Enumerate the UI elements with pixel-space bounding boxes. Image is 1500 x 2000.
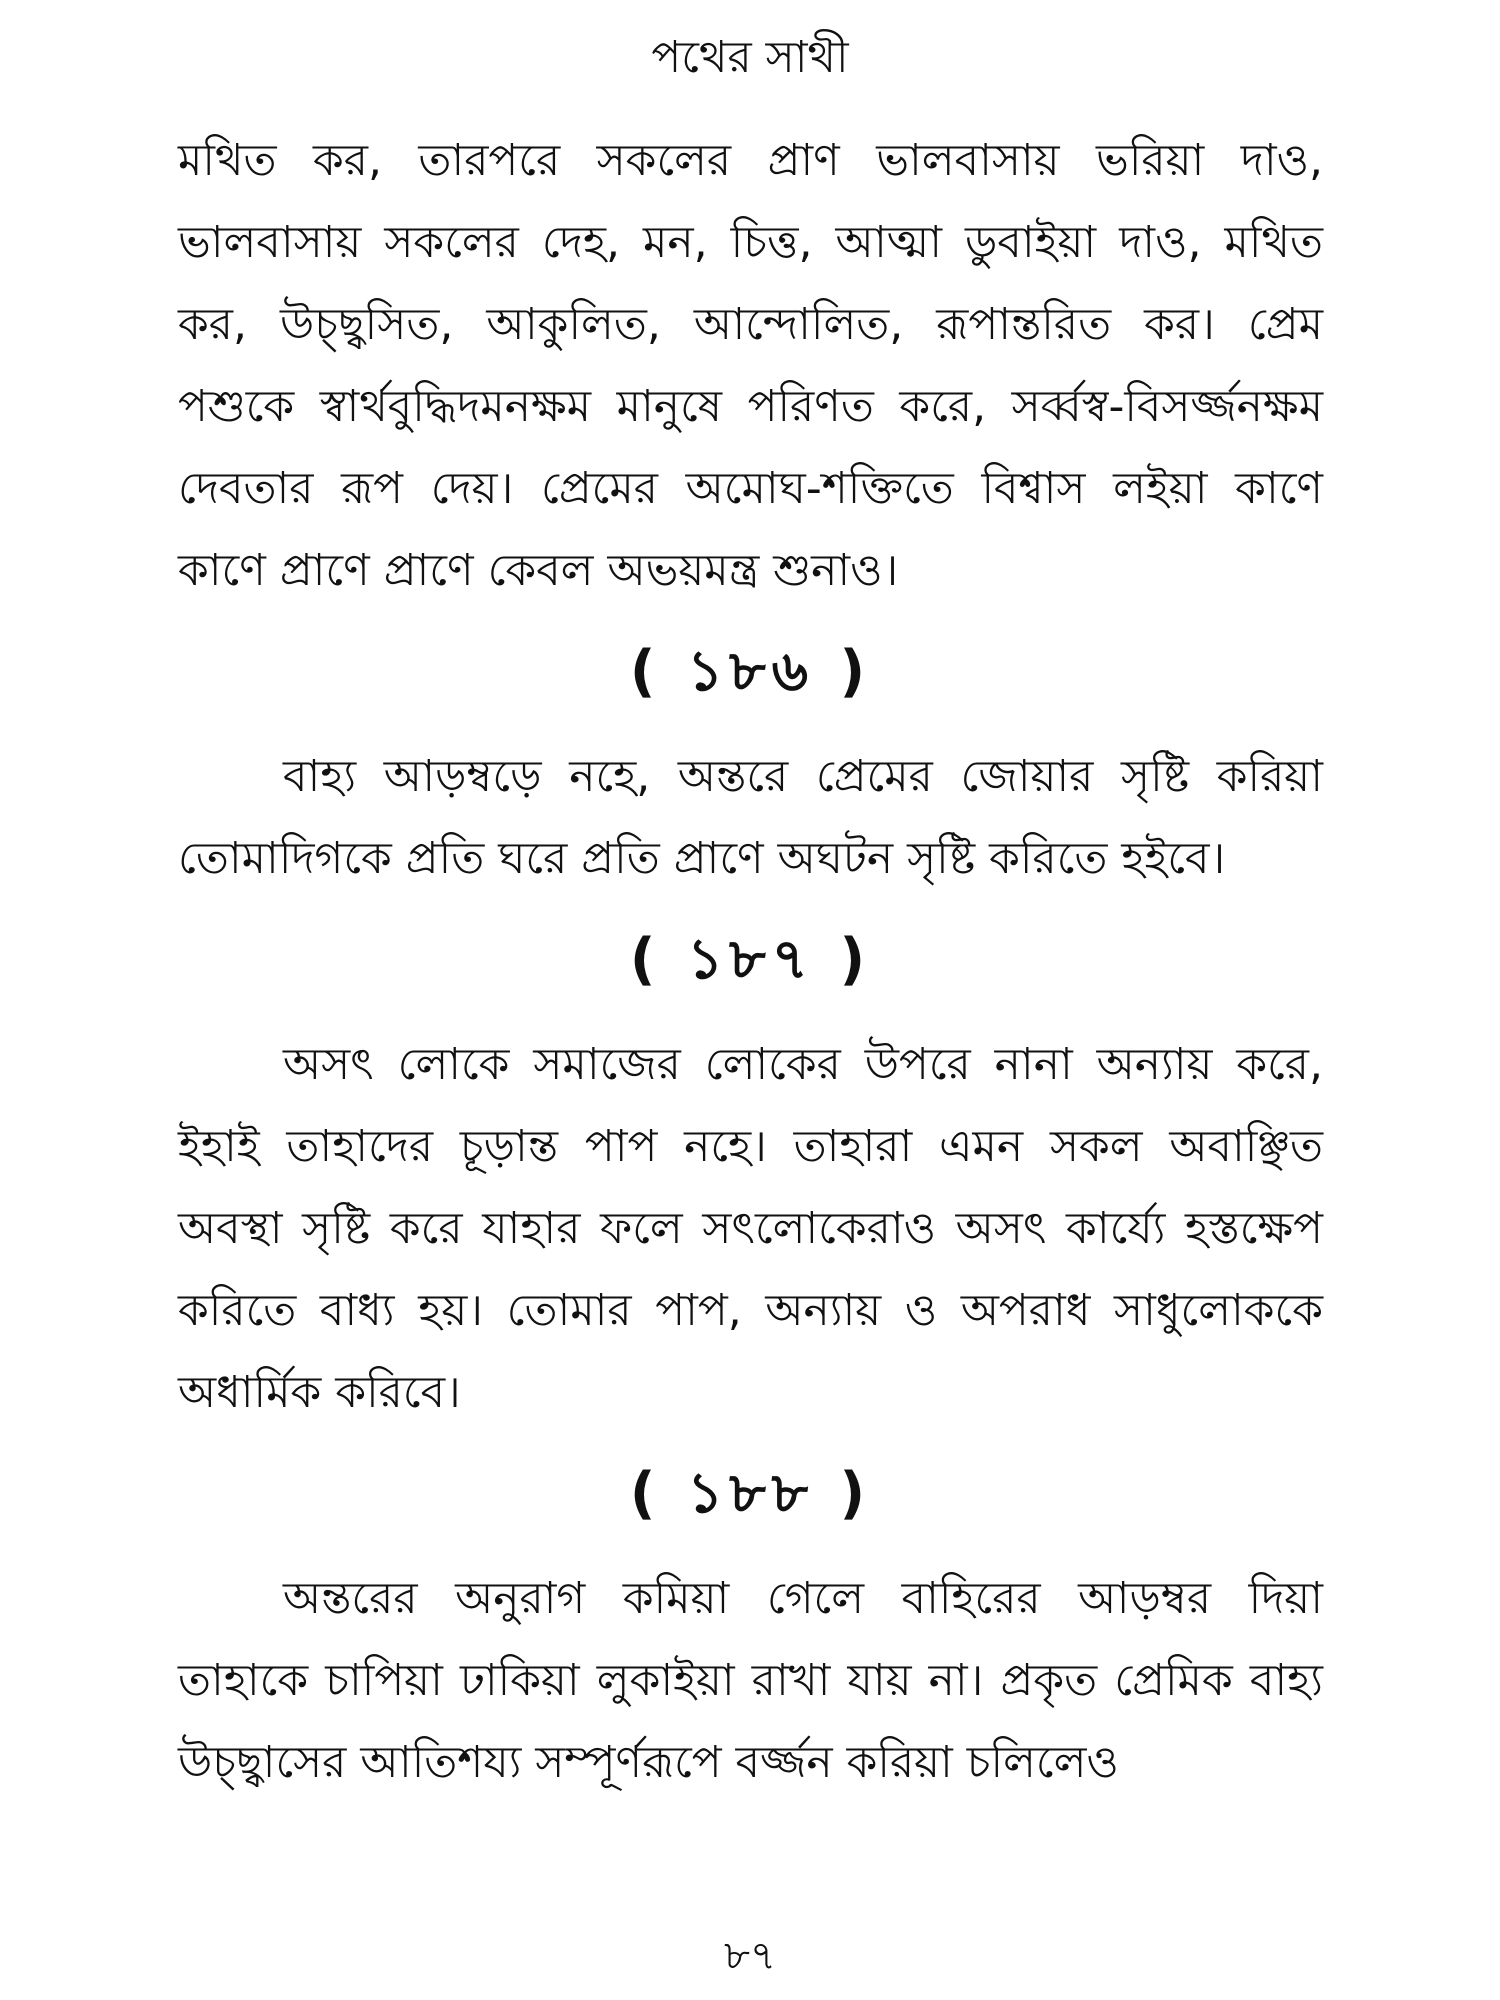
section-number-187: ( ১৮৭ ) <box>629 927 872 992</box>
page-body <box>178 120 1323 1804</box>
section-number-188: ( ১৮৮ ) <box>629 1461 872 1526</box>
paragraph-186: বাহ্য আড়ম্বড়ে নহে, অন্তরে প্রেমের জোয়ার সৃষ্টি করিয়া তোমাদিগকে প্রতি ঘরে প্রতি প্রাণে অঘটন সৃষ্টি করিতে হইবে। <box>178 751 1323 884</box>
running-header: পথের সাথী <box>651 32 849 83</box>
continued-paragraph: মথিত কর, তারপরে সকলের প্রাণ ভালবাসায় ভরিয়া দাও, ভালবাসায় সকলের দেহ, মন, চিত্ত, আত্মা ডুবাইয়া দাও, মথিত কর, উচ্ছ্বসিত, আকুলিত, আন্দোলিত, রূপান্তরিত কর। প্রেম পশুকে স্বার্থবুদ্ধিদমনক্ষম মানুষে পরিণত করে, সর্ব্বস্ব-বিসর্জ্জনক্ষম দেবতার রূপ দেয়। প্রেমের অমোঘ-শক্তিতে বিশ্বাস লইয়া কাণে কাণে প্রাণে প্রাণে কেবল অভয়মন্ত্র শুনাও। <box>178 135 1323 596</box>
paragraph-187: অসৎ লোকে সমাজের লোকের উপরে নানা অন্যায় করে, ইহাই তাহাদের চূড়ান্ত পাপ নহে। তাহারা এমন সকল অবাঞ্ছিত অবস্থা সৃষ্টি করে যাহার ফলে সৎলোকেরাও অসৎ কার্য্যে হস্তক্ষেপ করিতে বাধ্য হয়। তোমার পাপ, অন্যায় ও অপরাধ সাধুলোককে অধার্মিক করিবে। <box>178 1039 1323 1418</box>
section-number-186: ( ১৮৬ ) <box>629 639 872 704</box>
page-number: ৮৭ <box>724 1933 776 1979</box>
paragraph-188: অন্তরের অনুরাগ কমিয়া গেলে বাহিরের আড়ম্বর দিয়া তাহাকে চাপিয়া ঢাকিয়া লুকাইয়া রাখা যায় না। প্রকৃত প্রেমিক বাহ্য উচ্ছ্বাসের আতিশয্য সম্পূর্ণরূপে বর্জ্জন করিয়া চলিলেও <box>178 1573 1323 1788</box>
